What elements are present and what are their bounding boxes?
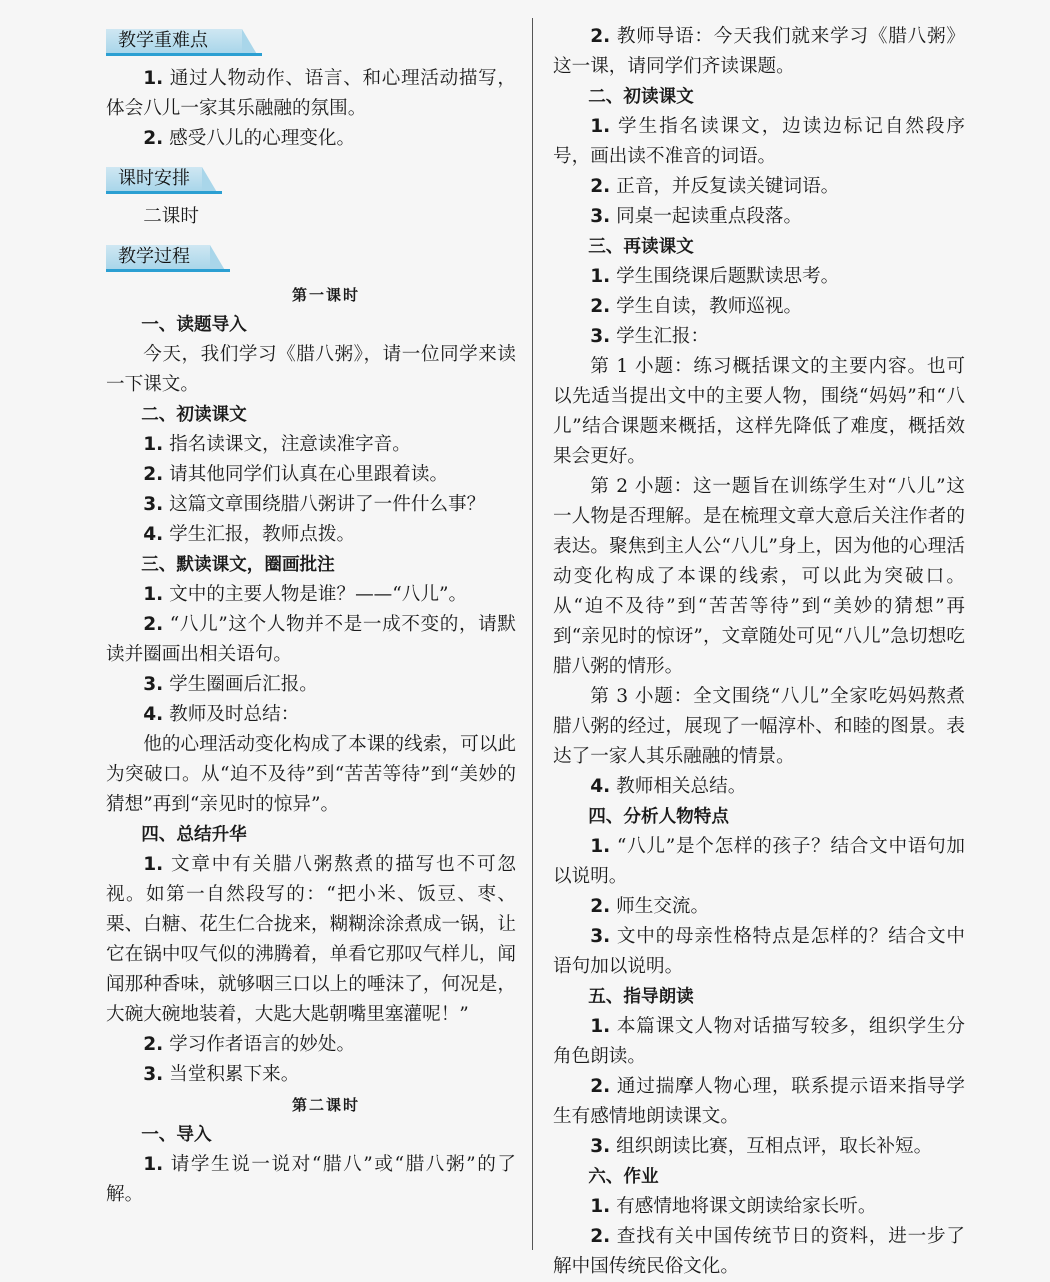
l1-silent-item: 3. 学生圈画后汇报。 (143, 674, 318, 695)
r-reread-item: 1. 学生围绕课后题默读思考。 (590, 266, 840, 287)
r-reread-item: 3. 学生汇报： (590, 326, 710, 347)
r-homework-item: 2. 查找有关中国传统节日的资料，进一步了解中国传统民俗文化。 (553, 1226, 965, 1277)
l1-silent-item: 1. 文中的主要人物是谁？——“八儿”。 (143, 584, 468, 605)
l1-intro: 今天，我们学习《腊八粥》，请一位同学来读一下课文。 (106, 344, 516, 395)
l1-sum-item: 1. 文章中有关腊八粥熬煮的描写也不可忽视。如第一自然段写的：“把小米、饭豆、枣、栗、白糖、花生仁合拢来，糊糊涂涂煮成一锅，让它在锅中叹气似的沸腾着，单看它那叹气样儿，闻闻那种香味，就够咽三口以上的唾沫了，何况是，大碗大碗地装着，大匙大匙朝嘴里塞灌呢！” (106, 854, 516, 1025)
l1-read-item: 1. 指名读课文，注意读准字音。 (143, 434, 411, 455)
l1-heading-4: 四、总结升华 (141, 825, 247, 845)
l1-silent-item: 4. 教师及时总结： (143, 704, 300, 725)
r-char-item: 1. “八儿”是个怎样的孩子？结合文中语句加以说明。 (553, 836, 965, 887)
r-heading-4: 四、分析人物特点 (588, 807, 729, 827)
r-char-item: 2. 师生交流。 (590, 896, 710, 917)
section-tag-difficulty (106, 26, 516, 56)
r-reread-item: 4. 教师相关总结。 (590, 776, 747, 797)
l1-sum-item: 2. 学习作者语言的妙处。 (143, 1034, 356, 1055)
l1-heading-2: 二、初读课文 (141, 405, 247, 425)
l1-read-item: 2. 请其他同学们认真在心里跟着读。 (143, 464, 449, 485)
r-intro-item: 2. 教师导语：今天我们就来学习《腊八粥》这一课，请同学们齐读课题。 (553, 26, 965, 77)
difficulty-item-1: 1. 通过人物动作、语言、和心理活动描写，体会八儿一家其乐融融的氛围。 (106, 68, 516, 119)
lesson-1-title: 第一课时 (291, 286, 360, 304)
r-read-item: 3. 同桌一起读重点段落。 (590, 206, 803, 227)
question-1-note: 第 1 小题：练习概括课文的主要内容。也可以先适当提出文中的主要人物，围绕“妈妈”和“八儿”结合课题来概括，这样先降低了难度，概括效果会更好。 (553, 356, 965, 467)
section-title-process: 教学过程 (118, 246, 190, 267)
l1-silent-item: 2. “八儿”这个人物并不是一成不变的，请默读并圈画出相关语句。 (106, 614, 516, 665)
section-tag-schedule (106, 164, 516, 194)
r-read-item: 2. 正音，并反复读关键词语。 (590, 176, 840, 197)
l2-intro-item: 1. 请学生说一说对“腊八”或“腊八粥”的了解。 (106, 1154, 516, 1205)
lesson-2-title: 第二课时 (291, 1096, 360, 1114)
section-title-schedule: 课时安排 (118, 168, 190, 189)
r-heading-3: 三、再读课文 (588, 237, 694, 257)
r-readaloud-item: 2. 通过揣摩人物心理，联系提示语来指导学生有感情地朗读课文。 (553, 1076, 965, 1127)
question-3-note: 第 3 小题：全文围绕“八儿”全家吃妈妈熬煮腊八粥的经过，展现了一幅淳朴、和睦的图景。表达了一家人其乐融融的情景。 (553, 686, 965, 767)
section-tag-process (106, 242, 516, 272)
schedule-value: 二课时 (143, 206, 199, 227)
r-readaloud-item: 1. 本篇课文人物对话描写较多，组织学生分角色朗读。 (553, 1016, 965, 1067)
r-reread-item: 2. 学生自读，教师巡视。 (590, 296, 803, 317)
r-readaloud-item: 3. 组织朗读比赛，互相点评，取长补短。 (590, 1136, 933, 1157)
l1-sum-item: 3. 当堂积累下来。 (143, 1064, 300, 1085)
r-homework-item: 1. 有感情地将课文朗读给家长听。 (590, 1196, 877, 1217)
question-2-note: 第 2 小题：这一题旨在训练学生对“八儿”这一人物是否理解。是在梳理文章大意后关注作者的表达。聚焦到主人公“八儿”身上，因为他的心理活动变化构成了本课的线索，可以此为突破口。从“迫不及待”到“苦苦等待”到“美妙的猜想”再到“亲见时的惊讶”，文章随处可见“八儿”急切想吃腊八粥的情形。 (553, 476, 965, 677)
r-char-item: 3. 文中的母亲性格特点是怎样的？结合文中语句加以说明。 (553, 926, 965, 977)
l1-heading-1: 一、读题导入 (141, 315, 247, 335)
r-heading-5: 五、指导朗读 (588, 987, 694, 1007)
r-heading-2: 二、初读课文 (588, 87, 694, 107)
section-title-difficulty: 教学重难点 (118, 30, 208, 51)
left-column (106, 22, 516, 1210)
l1-heading-3: 三、默读课文，圈画批注 (141, 555, 335, 575)
l2-heading-1: 一、导入 (141, 1125, 212, 1145)
r-read-item: 1. 学生指名读课文，边读边标记自然段序号，画出读不准音的词语。 (553, 116, 965, 167)
column-divider (532, 18, 533, 1250)
l1-summary: 他的心理活动变化构成了本课的线索，可以此为突破口。从“迫不及待”到“苦苦等待”到“美妙的猜想”再到“亲见时的惊异”。 (106, 734, 516, 815)
l1-read-item: 4. 学生汇报，教师点拨。 (143, 524, 356, 545)
right-column (553, 22, 965, 1282)
difficulty-item-2: 2. 感受八儿的心理变化。 (143, 128, 356, 149)
r-heading-6: 六、作业 (588, 1167, 659, 1187)
l1-read-item: 3. 这篇文章围绕腊八粥讲了一件什么事？ (143, 494, 486, 515)
